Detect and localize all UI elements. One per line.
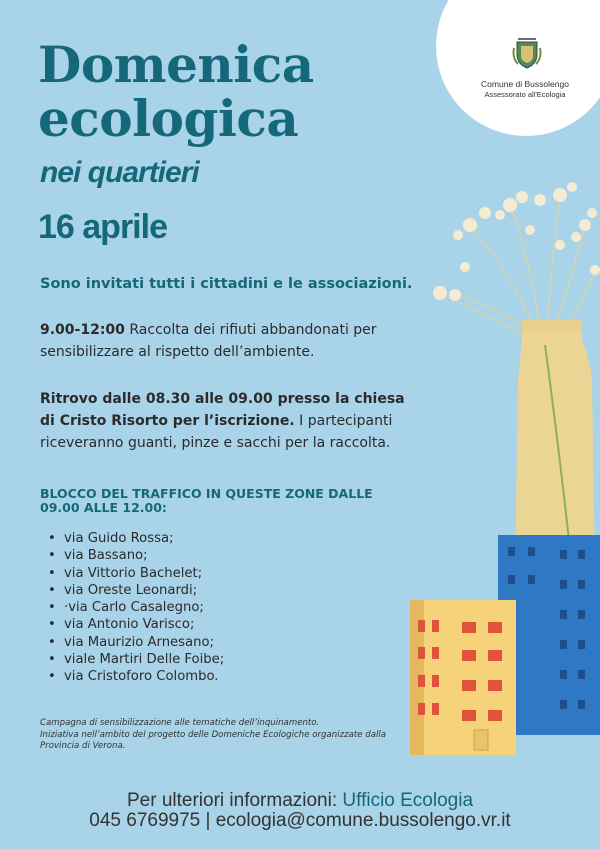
street-list <box>48 530 224 686</box>
schedule-paragraph <box>40 319 410 363</box>
note-line-1: Campagna di sensibilizzazione alle tematiche dell’inquinamento. <box>40 718 320 728</box>
list-item: • via Vittorio Bachelet; <box>48 565 224 582</box>
more-info-line <box>0 790 600 812</box>
invitation-text: Sono invitati tutti i cittadini e le associazioni. <box>40 276 413 292</box>
schedule-description: Raccolta dei rifiuti abbandonati per sensibilizzare al rispetto dell’ambiente. <box>40 322 377 360</box>
meeting-paragraph <box>40 388 410 454</box>
department-name: Assessorato all'Ecologia <box>484 90 566 99</box>
flower-blossoms <box>433 182 600 301</box>
note-line-2: Iniziativa nell’ambito del progetto delle Domeniche Ecologiche organizzate dalla Provincia di Verona. <box>40 729 387 751</box>
municipality-name: Comune di Bussolengo <box>481 79 569 89</box>
title-line-2: ecologica <box>38 89 299 148</box>
list-item: • via Oreste Leonardi; <box>48 582 224 599</box>
illustration <box>410 175 600 755</box>
list-item: • via Maurizio Arnesano; <box>48 634 224 651</box>
meeting-point: Ritrovo dalle 08.30 alle 09.00 presso la chiesa di Cristo Risorto per l’iscrizione. <box>40 391 405 429</box>
info-prefix: Per ulteriori informazioni: <box>126 790 343 811</box>
event-date: 16 aprile <box>38 208 167 246</box>
meeting-details: I partecipanti riceveranno guanti, pinze e sacchi per la raccolta. <box>40 413 393 451</box>
contact-line: 045 6769975 | ecologia@comune.bussolengo.vr.it <box>89 810 511 831</box>
title-line-1: Domenica <box>38 35 314 94</box>
list-item: • via Bassano; <box>48 547 224 564</box>
schedule-time: 9.00-12:00 <box>40 322 125 338</box>
traffic-block-heading: BLOCCO DEL TRAFFICO IN QUESTE ZONE DALLE 09.00 ALLE 12.00: <box>40 486 373 515</box>
yellow-building-illustration <box>410 600 516 755</box>
list-item: • via Guido Rossa; <box>48 530 224 547</box>
office-name: Ufficio Ecologia <box>342 790 474 811</box>
list-item: • ·via Carlo Casalegno; <box>48 599 224 616</box>
list-item: • via Antonio Varisco; <box>48 616 224 633</box>
list-item: • via Cristoforo Colombo. <box>48 668 224 685</box>
municipal-crest-icon <box>512 34 542 70</box>
campaign-note <box>40 718 410 753</box>
page-subtitle: nei quartieri <box>40 156 199 189</box>
list-item: • viale Martiri Delle Foibe; <box>48 651 224 668</box>
page-title <box>38 35 314 148</box>
